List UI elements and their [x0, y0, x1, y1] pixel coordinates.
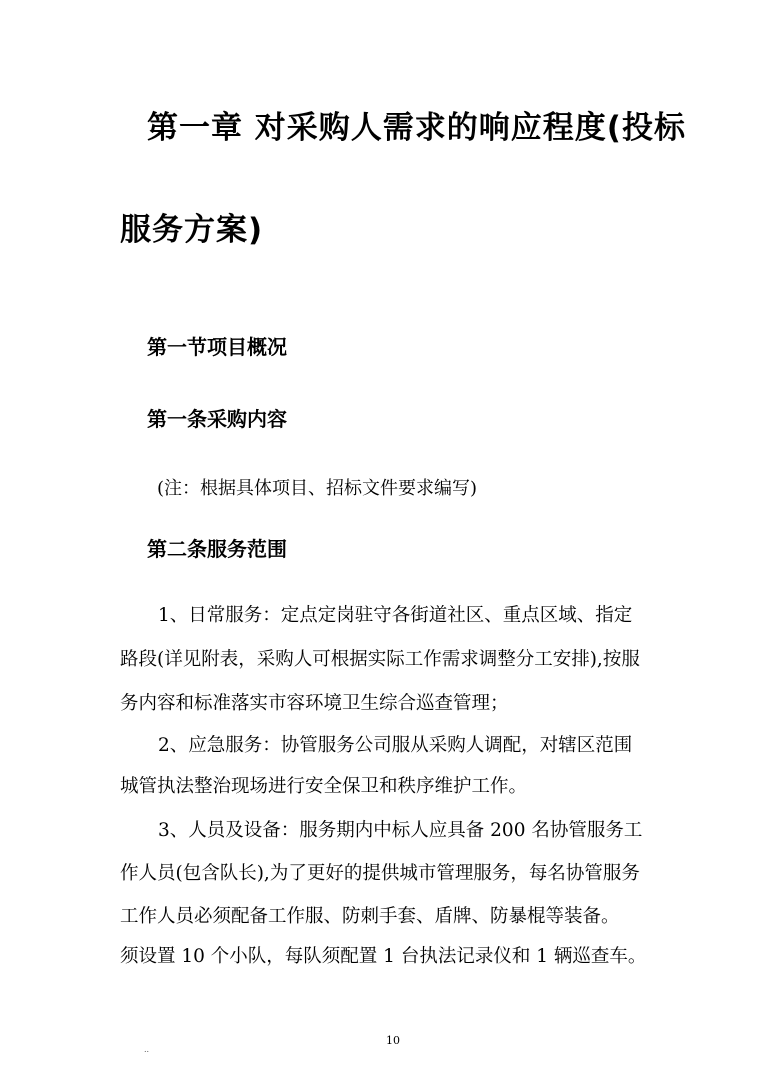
article-2-line: 务内容和标准落实市容环境卫生综合巡查管理；: [120, 693, 509, 714]
article-2-line: 工作人员必须配备工作服、防刺手套、盾牌、防暴棍等装备。: [120, 906, 620, 927]
article-2-line: 3、人员及设备：服务期内中标人应具备 200 名协管服务工: [158, 820, 643, 841]
article-2-line: 须设置 10 个小队，每队须配置 1 台执法记录仪和 1 辆巡查车。: [120, 946, 647, 967]
article-1-note: (注：根据具体项目、招标文件要求编写): [157, 478, 478, 499]
article-2-line: 1、日常服务：定点定岗驻守各街道社区、重点区域、指定: [158, 605, 633, 626]
article-1-title: 第一条采购内容: [147, 407, 287, 431]
footer-mark: ..: [144, 1045, 150, 1054]
article-2-line: 城管执法整治现场进行安全保卫和秩序维护工作。: [120, 776, 528, 797]
section-title: 第一节项目概况: [147, 335, 287, 359]
chapter-title-line-1: 第一章 对采购人需求的响应程度(投标: [147, 110, 686, 146]
article-2-title: 第二条服务范围: [147, 537, 287, 561]
chapter-title-line-2: 服务方案): [120, 212, 264, 248]
page-number: 10: [386, 1034, 400, 1047]
article-2-line: 作人员(包含队长),为了更好的提供城市管理服务，每名协管服务: [120, 863, 640, 884]
article-2-line: 2、应急服务：协管服务公司服从采购人调配，对辖区范围: [158, 735, 633, 756]
article-2-line: 路段(详见附表，采购人可根据实际工作需求调整分工安排),按服: [120, 649, 640, 670]
